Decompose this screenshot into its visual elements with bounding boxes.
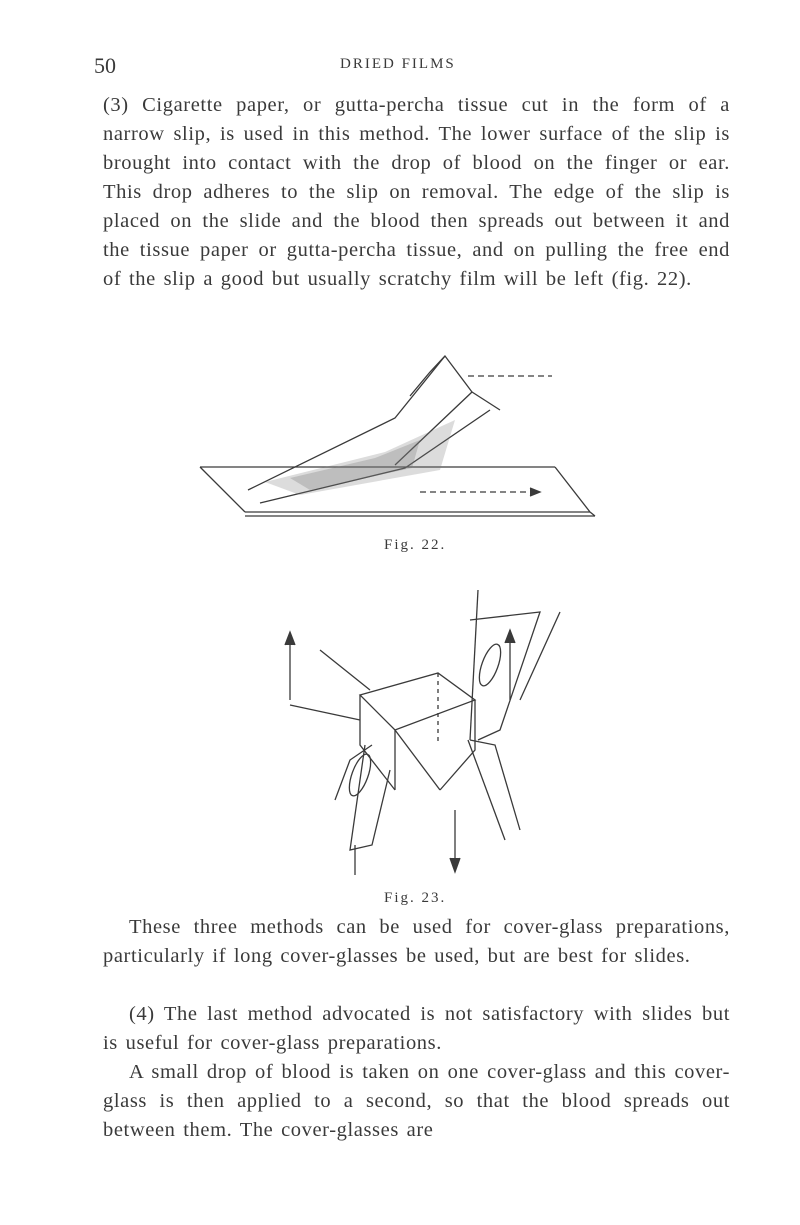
figure-22-caption: Fig. 22. bbox=[384, 537, 447, 553]
paragraph-cover-glass: A small drop of blood is taken on one cover-glass and this cover-glass is then applied to a second, so that the blood spreads out between them. The cover-glasses are bbox=[103, 1061, 730, 1141]
paragraph-method-3: (3) Cigarette paper, or gutta-percha tissue cut in the form of a narrow slip, is used in this method. The lower surface of the slip is brought into contact with the drop of blood on the finger or ear. This drop adheres to the slip on removal. The edge of the slip is placed on the slide and the blood then spreads out between it and the tissue paper or gutta-percha tissue, and on pulling the free end of the slip a good but usually scratchy film will be left (fig. 22). bbox=[103, 94, 730, 290]
paragraph-method-4: (4) The last method advocated is not satisfactory with slides but is useful for cover-glass preparations. bbox=[103, 1003, 730, 1054]
page-number: 50 bbox=[94, 53, 116, 78]
paragraph-summary: These three methods can be used for cover-glass preparations, particularly if long cover-glasses be used, but are best for slides. bbox=[103, 916, 730, 967]
running-title: DRIED FILMS bbox=[340, 56, 456, 72]
figure-23-caption: Fig. 23. bbox=[384, 890, 447, 906]
